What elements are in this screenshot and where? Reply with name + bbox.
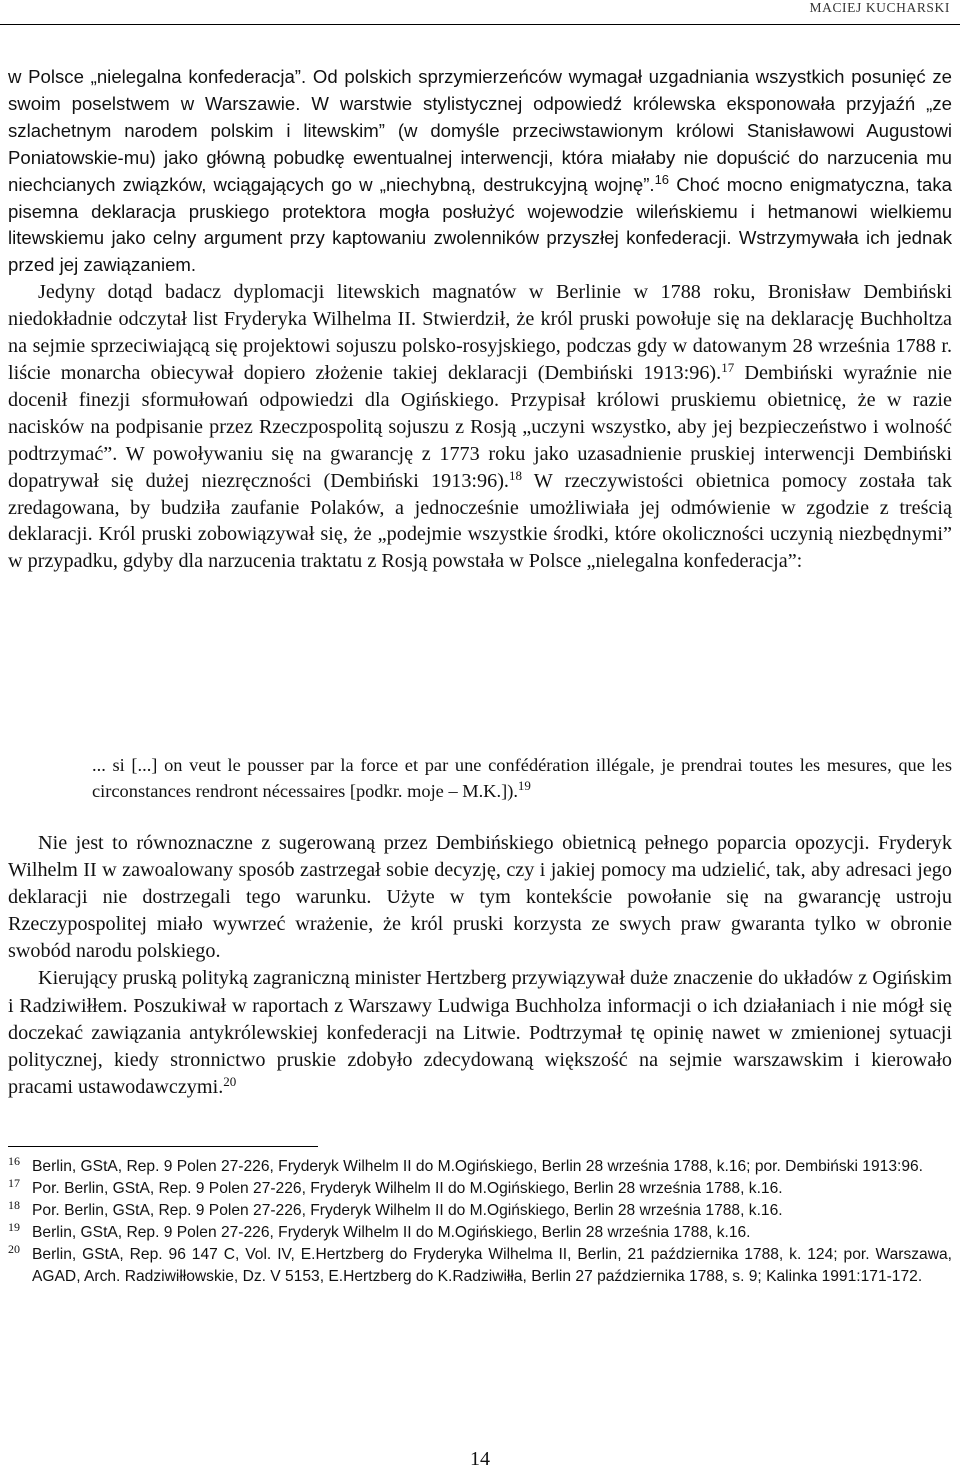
paragraph-3: Nie jest to równoznaczne z sugerowaną przez Dembińskiego obietnicą pełnego poparcia opozycji. Fryderyk Wilhelm II w zawoalowany sposób zastrzegał sobie decyzję, czy i jakiej pomocy ma udzielić, tak, aby adresaci jego deklaracji nie dostrzegali tego warunku. Użyte w tym kontekście powołanie się na gwarancję ustroju Rzeczypospolitej miało wywrzeć wrażenie, że król pruski korzysta ze swych praw gwaranta tylko w obronie swobód narodu polskiego. [8, 832, 952, 963]
block-quote [92, 752, 952, 804]
footnote-ref-16[interactable]: 16 [654, 171, 670, 187]
paragraph-2-part-3: W rzeczywistości obietnica pomocy została tak zredagowana, by budziła zaufanie Polaków, a jednocześnie umożliwiała jej odmówienie w zgodzie z treścią deklaracji. Król pruski zobowiązywał się, że „podejmie wszystkie środki, które okoliczności uczynią niezbędnymi” w przypadku, gdyby dla narzucenia traktatu z Rosją powstała w Polsce „nielegalna konfederacja”: [8, 469, 952, 573]
footnote-16 [8, 1156, 952, 1178]
paragraph-4-text: Kierujący pruską polityką zagraniczną minister Hertzberg przywiązywał duże znaczenie do układów z Ogińskim i Radziwiłłem. Poszukiwał w raportach z Warszawy Ludwiga Buchholza informacji o ich działaniach i nie mógł się doczekać zawiązania antykrólewskiej konfederacji na Litwie. Podtrzymał tę opinię nawet w zmienionej sytuacji politycznej, kiedy stronnictwo pruskie zdobyło zdecydowaną większość na sejmie warszawskim i kierowało pracami ustawodawczymi. [8, 967, 952, 1098]
paragraph-1-part-2: Choć mocno enigmatyczna, taka pisemna deklaracja pruskiego protektora mogła posłużyć wojewodzie wileńskiemu i hetmanowi wielkiemu litewskiemu jako celny argument przy kaptowaniu zwolenników przyszłej konfederacji. Wstrzymywała ich jednak przed jej zawiązaniem. [8, 173, 952, 276]
paragraph-4 [8, 965, 952, 1100]
main-text-block-2 [8, 830, 952, 1101]
footnotes-list [8, 1156, 952, 1288]
paragraph-1 [8, 64, 952, 279]
footnote-17 [8, 1178, 952, 1200]
footnote-text: Berlin, GStA, Rep. 9 Polen 27-226, Fryderyk Wilhelm II do M.Ogińskiego, Berlin 28 września 1788, k.16. [32, 1224, 751, 1241]
footnote-number: 18 [8, 1198, 20, 1212]
running-header [0, 0, 960, 25]
footnote-number: 16 [8, 1154, 20, 1168]
footnote-text: Por. Berlin, GStA, Rep. 9 Polen 27-226, Fryderyk Wilhelm II do M.Ogińskiego, Berlin 28 września 1788, k.16. [32, 1180, 783, 1197]
footnote-ref-19[interactable]: 19 [517, 778, 531, 793]
main-text-block [8, 64, 952, 575]
footnote-ref-20[interactable]: 20 [223, 1073, 237, 1089]
paragraph-2 [8, 279, 952, 575]
footnote-number: 20 [8, 1242, 20, 1256]
footnote-text: Berlin, GStA, Rep. 9 Polen 27-226, Fryderyk Wilhelm II do M.Ogińskiego, Berlin 28 września 1788, k.16; por. Dembiński 1913:96. [32, 1158, 924, 1175]
footnote-ref-17[interactable]: 17 [721, 359, 735, 375]
block-quote-text: ... si [...] on veut le pousser par la force et par une confédération illégale, je prendrai toutes les mesures, que les circonstances rendront nécessaires [podkr. moje – M.K.]). [92, 755, 952, 801]
paragraph-1-part-1: w Polsce „nielegalna konfederacja”. Od polskich sprzymierzeńców wymagał uzgadniania wszystkich posunięć ze swoim poselstwem w Warszawie. W warstwie stylistycznej odpowiedź królewska eksponowała przyjaźń „ze szlachetnym narodem polskim i litewskim” (w domyśle przeciwstawionym królowi Stanisławowi Augustowi Poniatowskie-mu) jako główną pobudkę ewentualnej interwencji, która miałaby nie dopuścić do narzucenia mu niechcianych związków, wciągających go w „niechybną, destrukcyjną wojnę”. [8, 66, 952, 195]
footnote-text: Por. Berlin, GStA, Rep. 9 Polen 27-226, Fryderyk Wilhelm II do M.Ogińskiego, Berlin 28 września 1788, k.16. [32, 1202, 783, 1219]
footnote-text: Berlin, GStA, Rep. 96 147 C, Vol. IV, E.Hertzberg do Fryderyka Wilhelma II, Berlin, 21 października 1788, k. 124; por. Warszawa, AGAD, Arch. Radziwiłłowskie, Dz. V 5153, E.Hertzberg do K.Radziwiłła, Berlin 27 października 1788, s. 9; Kalinka 1991:171-172. [32, 1246, 952, 1285]
paragraph-2-part-1: Jedyny dotąd badacz dyplomacji litewskich magnatów w Berlinie w 1788 roku, Bronisław Dembiński niedokładnie odczytał list Fryderyka Wilhelma II. Stwierdził, że król pruski powołuje się na deklarację Buchholtza na sejmie sprzeciwiającą się projektowi sojuszu polsko-rosyjskiego, podczas gdy w datowanym 28 września 1788 r. liście monarcha obiecywał dopiero złożenie takiej deklaracji (Dembiński 1913:96). [8, 281, 952, 384]
running-header-author: MACIEJ KUCHARSKI [809, 0, 950, 15]
footnote-19 [8, 1222, 952, 1244]
footnote-number: 17 [8, 1176, 20, 1190]
paragraph-2-part-2: Dembiński wyraźnie nie docenił finezji sformułowań odpowiedzi dla Ogińskiego. Przypisał królowi pruskiemu obietnicę, że w razie nacisków na podpisanie przez Rzeczpospolitą sojuszu z Rosją „uczyni wszystko, aby jej bezpieczeństwo i wolność podtrzymać”. W powoływaniu się na gwarancję z 1773 roku jako uzasadnienie pruskiej interwencji Dembiński dopatrywał się dużej niezręczności (Dembiński 1913:96). [8, 361, 952, 492]
footnote-separator [8, 1146, 318, 1147]
footnote-number: 19 [8, 1220, 20, 1234]
page-number: 14 [470, 1448, 490, 1470]
footnote-18 [8, 1200, 952, 1222]
footnote-ref-18[interactable]: 18 [508, 467, 522, 483]
footnote-20 [8, 1244, 952, 1288]
